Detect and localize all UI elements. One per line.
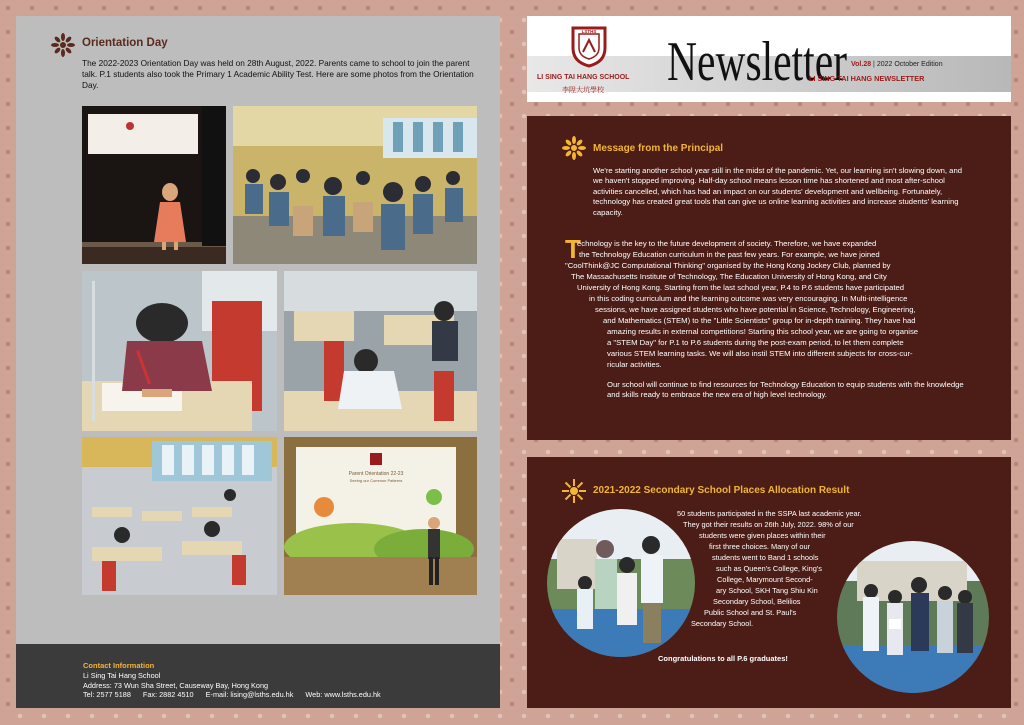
sspa-congratulations: Congratulations to all P.6 graduates! (658, 654, 788, 663)
principal-p2-line: and Mathematics (STEM) to the "Little Scientists" group for in-depth training. They have had (603, 316, 916, 325)
slide-line2: Seeing our Common Patterns (349, 478, 403, 483)
crest-letters: LSTHS (581, 29, 597, 34)
sspa-line: students went to Band 1 schools (712, 553, 819, 562)
photo-students-desks (284, 271, 477, 431)
principal-p2-line: the Technology Education curriculum in the past few years. For example, we have joined (579, 250, 880, 259)
photo-presenter-slide (284, 437, 477, 595)
masthead (527, 16, 1011, 102)
school-crest-logo (569, 24, 609, 73)
sspa-line: 50 students participated in the SSPA last academic year. (677, 509, 862, 518)
principal-p2-line: echnology is the key to the future development of society. Therefore, we have expanded (577, 239, 877, 248)
contact-heading: Contact Information (83, 661, 155, 670)
newsletter-word: Newsletter (667, 31, 848, 93)
sspa-line: Public School and St. Paul's (704, 608, 797, 617)
principal-p2-line: in this coding curriculum and the learning outcome was very encouraging. In Multi-intelligence (589, 294, 908, 303)
newsletter-name: LI SING TAI HANG NEWSLETTER (809, 74, 925, 83)
contact-web[interactable]: Web: www.lsths.edu.hk (305, 690, 381, 699)
contact-email[interactable]: E-mail: lising@lsths.edu.hk (205, 690, 294, 699)
principal-p2-line: sessions, we have assigned students who have potential in Science, Technology, Engineering, (595, 305, 916, 314)
contact-footer (16, 644, 500, 708)
principal-p2-line: ricular activities. (607, 360, 662, 369)
flower-ornament-icon (561, 135, 587, 166)
sspa-line: They got their results on 26th July, 2022. 98% of our (683, 520, 854, 529)
principal-message-panel (527, 116, 1011, 440)
dropcap-letter: T (565, 234, 581, 264)
sspa-line: Secondary School, Belilios (713, 597, 801, 606)
sspa-line: students were given places within their (699, 531, 826, 540)
school-name: LI SING TAI HANG SCHOOL (537, 74, 630, 81)
volume-edition (851, 61, 943, 68)
photo-hall-audience (233, 106, 477, 264)
principal-p2-line: amazing results in external competitions! Starting this school year, we are going to organise (607, 327, 919, 336)
photo-stage-speaker (82, 106, 226, 264)
contact-school: Li Sing Tai Hang School (83, 671, 161, 680)
edition-text: | 2022 October Edition (871, 61, 943, 68)
sspa-line: Secondary School. (691, 619, 754, 628)
contact-address: Address: 73 Wun Sha Street, Causeway Bay, Hong Kong (83, 681, 269, 690)
photo-classroom (82, 437, 277, 595)
left-page (16, 16, 500, 708)
sspa-line: such as Queen's College, King's (716, 564, 822, 573)
principal-p2-line: various STEM learning tasks. We will also instil STEM into different subjects for cross-cur- (607, 349, 913, 358)
volume-number: Vol.28 (851, 61, 872, 68)
slide-line1: Parent Orientation 22-23 (348, 471, 404, 477)
photo-student-writing (82, 271, 277, 431)
principal-p2-line: The Massachusetts Institute of Technology, The Education University of Hong Kong, and City (571, 272, 887, 281)
principal-paragraph-1: We're starting another school year still in the midst of the pandemic. Yet, our learning isn't slowing down, and we haven't stopped improving. Half-day school means lesson time has shortened and most after-school activities cancelled, which has had an impact on our students' development and wellbeing. Fortunately, technology has created great tools that can give us online learning activities and increase students' learning capacity. (593, 166, 963, 217)
contact-tel: Tel: 2577 5188 (83, 690, 131, 699)
principal-title: Message from the Principal (593, 143, 724, 154)
school-name-chinese: 李陞大坑學校 (562, 87, 604, 94)
principal-p2-line: a "STEM Day" for P.1 to P.6 students during the post-exam period, to let them complete (607, 338, 904, 347)
principal-paragraph-3: Our school will continue to find resources for Technology Education to equip students with the knowledge and skills ready to embrace the new era of high level technology. (607, 380, 964, 400)
principal-p2-line: University of Hong Kong. Starting from the last school year, P.4 to P.6 students have participated (577, 283, 905, 292)
photo-graduates-family (547, 509, 695, 657)
sspa-title: 2021-2022 Secondary School Places Allocation Result (593, 485, 850, 496)
orientation-intro: The 2022-2023 Orientation Day was held on 28th August, 2022. Parents came to school to join the parent talk. P.1 students also took the Primary 1 Academic Ability Test. Here are some photos from the Orientation Day. (82, 58, 474, 90)
contact-fax: Fax: 2882 4510 (142, 690, 194, 699)
sun-ornament-icon (561, 478, 587, 509)
newsletter-wordmark (667, 18, 857, 99)
sspa-line: College, Marymount Second- (717, 575, 813, 584)
sspa-panel (527, 457, 1011, 708)
flower-ornament-icon (50, 32, 76, 63)
contact-details-row (83, 690, 391, 699)
principal-p2-line: "CoolThink@JC Computational Thinking" organised by the Hong Kong Jockey Club, planned by (565, 261, 891, 270)
photo-graduates-group (837, 541, 989, 693)
sspa-line: ary School, SKH Tang Shiu Kin (716, 586, 818, 595)
orientation-title: Orientation Day (82, 37, 168, 49)
sspa-line: first three choices. Many of our (709, 542, 811, 551)
